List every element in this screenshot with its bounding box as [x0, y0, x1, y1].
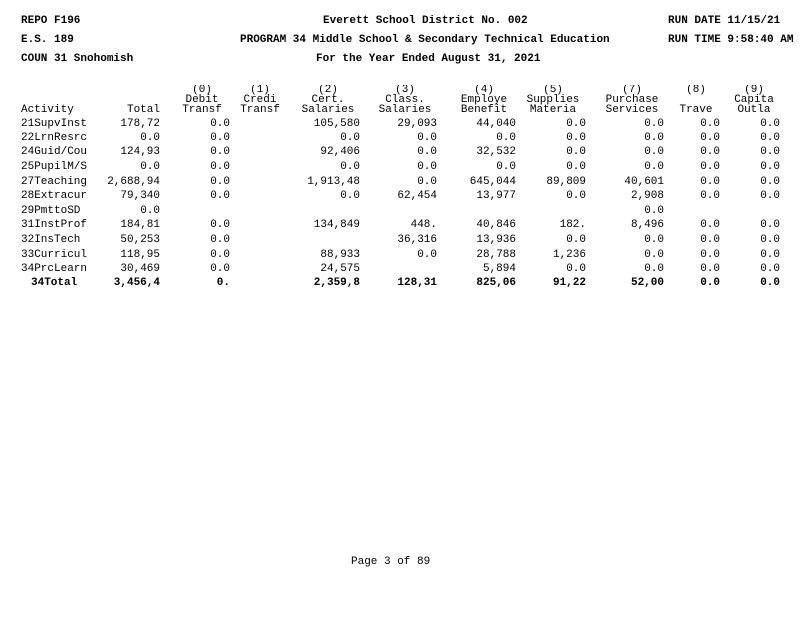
table-cell: 0.0 [760, 249, 780, 261]
table-cell: 0.0 [760, 161, 780, 173]
table-cell: 28,788 [476, 249, 516, 261]
table-cell: 0.0 [210, 263, 230, 275]
table-cell: 0.0 [760, 219, 780, 231]
table-cell: 0.0 [700, 277, 720, 289]
run-time: RUN TIME 9:58:40 AM [668, 34, 794, 46]
column-header-9 [672, 85, 720, 115]
table-cell: 40,846 [476, 219, 516, 231]
column-header-line2: Services [605, 104, 659, 115]
table-cell: 0.0 [340, 190, 360, 202]
table-cell: 0.0 [700, 219, 720, 231]
column-header-line2: Transf [182, 104, 222, 115]
table-cell: 8,496 [630, 219, 664, 231]
column-header-line1: Employe [460, 94, 508, 106]
table-cell: 0.0 [700, 176, 720, 188]
column-header-10 [728, 85, 780, 115]
table-cell: 178,72 [120, 118, 160, 130]
table-cell: 0.0 [496, 161, 516, 173]
table-cell: 182. [559, 219, 586, 231]
column-header-line2: Salaries [301, 104, 355, 115]
column-header-line2: Transf [240, 104, 280, 115]
column-header-num: (0) [192, 85, 212, 96]
table-cell: 0.0 [760, 263, 780, 275]
table-cell: 0.0 [760, 234, 780, 246]
table-cell: 91,22 [552, 277, 586, 289]
table-cell: 0.0 [644, 146, 664, 158]
table-cell: 0.0 [210, 234, 230, 246]
table-cell: 448. [410, 219, 437, 231]
table-cell: 0.0 [417, 176, 437, 188]
run-date: RUN DATE 11/15/21 [668, 15, 781, 27]
column-header-num [21, 85, 97, 95]
table-cell: 44,040 [476, 118, 516, 130]
column-header-4 [296, 85, 360, 115]
table-cell: 36,316 [397, 234, 437, 246]
table-cell: 0.0 [760, 132, 780, 144]
table-cell: 0.0 [566, 234, 586, 246]
table-row-label: 27Teaching [21, 176, 88, 188]
table-row-label: 24Guid/Cou [21, 146, 88, 158]
table-cell: 0.0 [566, 146, 586, 158]
table-cell: 0.0 [210, 161, 230, 173]
column-header-0 [21, 85, 97, 115]
table-cell: 128,31 [397, 277, 437, 289]
column-header-line1: Debit [185, 94, 219, 106]
table-cell: 0.0 [644, 249, 664, 261]
program-title: PROGRAM 34 Middle School & Secondary Technical Education [240, 34, 610, 46]
table-cell: 3,456,4 [113, 277, 160, 289]
column-header-7 [520, 85, 586, 115]
table-cell: 0.0 [566, 118, 586, 130]
table-cell: 0.0 [417, 249, 437, 261]
table-cell: 105,580 [313, 118, 360, 130]
report-id: REPO F196 [21, 15, 81, 27]
table-cell: 134,849 [313, 219, 360, 231]
es-number: E.S. 189 [21, 34, 74, 46]
table-cell: 0.0 [644, 205, 664, 217]
column-header-line1: Capita [734, 94, 774, 106]
table-cell: 62,454 [397, 190, 437, 202]
column-header-line1: Cert. [311, 94, 345, 106]
column-header-3 [232, 85, 288, 115]
table-cell: 0.0 [566, 190, 586, 202]
table-cell: 79,340 [120, 190, 160, 202]
table-cell: 0.0 [760, 277, 780, 289]
table-cell: 32,532 [476, 146, 516, 158]
table-cell: 0.0 [140, 205, 160, 217]
table-cell: 13,977 [476, 190, 516, 202]
table-cell: 0.0 [644, 161, 664, 173]
table-cell: 0.0 [644, 263, 664, 275]
column-header-6 [452, 85, 516, 115]
table-cell: 0.0 [700, 190, 720, 202]
table-cell: 0.0 [210, 219, 230, 231]
table-cell: 0.0 [644, 118, 664, 130]
table-cell: 88,933 [320, 249, 360, 261]
column-header-num: (2) [318, 85, 338, 96]
county-name: COUN 31 Snohomish [21, 53, 134, 65]
column-header-num: (1) [250, 85, 270, 96]
column-header-line2: Outla [737, 104, 771, 115]
table-cell: 1,913,48 [307, 176, 360, 188]
table-cell: 2,359,8 [313, 277, 360, 289]
table-cell: 0.0 [760, 118, 780, 130]
column-header-line1: Purchase [605, 94, 659, 106]
table-cell: 24,575 [320, 263, 360, 275]
table-row-label: 29PmttoSD [21, 205, 81, 217]
table-cell: 0.0 [210, 190, 230, 202]
table-cell: 13,936 [476, 234, 516, 246]
table-cell: 645,044 [469, 176, 516, 188]
fiscal-year: For the Year Ended August 31, 2021 [316, 53, 541, 65]
table-cell: 29,093 [397, 118, 437, 130]
table-cell: 50,253 [120, 234, 160, 246]
table-cell: 124,93 [120, 146, 160, 158]
column-header-line1: Supplies [526, 94, 580, 106]
table-cell: 0. [216, 277, 230, 289]
table-row-label: 33Curricul [21, 249, 88, 261]
table-cell: 0.0 [417, 161, 437, 173]
table-cell: 40,601 [624, 176, 664, 188]
table-cell: 0.0 [700, 132, 720, 144]
table-cell: 0.0 [210, 176, 230, 188]
table-row-label: 34PrcLearn [21, 263, 88, 275]
table-cell: 0.0 [496, 132, 516, 144]
column-header-num: (3) [395, 85, 415, 96]
table-cell: 0.0 [210, 146, 230, 158]
column-header-line2: Materia [529, 104, 577, 115]
table-cell: 1,236 [552, 249, 586, 261]
column-header-line2: Total [126, 104, 160, 115]
table-cell: 0.0 [760, 176, 780, 188]
column-header-num: (9) [744, 85, 764, 96]
table-cell: 0.0 [700, 161, 720, 173]
table-cell: 0.0 [210, 249, 230, 261]
table-cell: 0.0 [566, 263, 586, 275]
table-cell: 0.0 [210, 118, 230, 130]
table-cell: 52,00 [630, 277, 664, 289]
column-header-num: (4) [474, 85, 494, 96]
table-cell: 0.0 [700, 118, 720, 130]
column-header-num [104, 85, 160, 95]
column-header-line2: Activity [21, 104, 74, 115]
column-header-line2: Trave [679, 104, 713, 115]
table-cell: 0.0 [140, 161, 160, 173]
table-cell: 0.0 [644, 234, 664, 246]
column-header-num: (8) [686, 85, 706, 96]
column-header-num: (7) [622, 85, 642, 96]
table-cell: 0.0 [700, 249, 720, 261]
column-header-5 [373, 85, 437, 115]
table-cell: 0.0 [700, 234, 720, 246]
column-header-line2: Benefit [460, 104, 508, 115]
table-cell: 0.0 [644, 132, 664, 144]
table-cell: 0.0 [417, 132, 437, 144]
table-cell: 825,06 [476, 277, 516, 289]
column-header-num: (5) [543, 85, 563, 96]
table-row-label: 21SupvInst [21, 118, 88, 130]
table-cell: 89,809 [546, 176, 586, 188]
table-cell: 0.0 [566, 132, 586, 144]
table-cell: 0.0 [417, 146, 437, 158]
table-row-label: 25PupilM/S [21, 161, 88, 173]
column-header-line1: Class. [385, 94, 425, 106]
table-cell: 30,469 [120, 263, 160, 275]
table-cell: 0.0 [760, 146, 780, 158]
column-header-2 [174, 85, 230, 115]
column-header-line2: Salaries [378, 104, 432, 115]
table-cell: 0.0 [140, 132, 160, 144]
table-cell: 0.0 [340, 132, 360, 144]
table-cell: 92,406 [320, 146, 360, 158]
table-row-label: 31InstProf [21, 219, 88, 231]
table-row-label: 34Total [31, 277, 78, 289]
table-cell: 0.0 [340, 161, 360, 173]
district-name: Everett School District No. 002 [323, 15, 528, 27]
table-row-label: 28Extracur [21, 190, 88, 202]
table-cell: 0.0 [210, 132, 230, 144]
table-cell: 0.0 [760, 190, 780, 202]
column-header-1 [104, 85, 160, 115]
table-cell: 2,908 [630, 190, 664, 202]
table-cell: 118,95 [120, 249, 160, 261]
table-cell: 184,81 [120, 219, 160, 231]
table-cell: 0.0 [700, 146, 720, 158]
table-cell: 2,688,94 [107, 176, 160, 188]
column-header-8 [600, 85, 664, 115]
page-number: Page 3 of 89 [351, 556, 431, 568]
table-row-label: 32InsTech [21, 234, 81, 246]
column-header-line1: Credi [243, 94, 277, 106]
table-cell: 0.0 [566, 161, 586, 173]
table-cell: 5,894 [482, 263, 516, 275]
table-cell: 0.0 [700, 263, 720, 275]
table-row-label: 22LrnResrc [21, 132, 88, 144]
